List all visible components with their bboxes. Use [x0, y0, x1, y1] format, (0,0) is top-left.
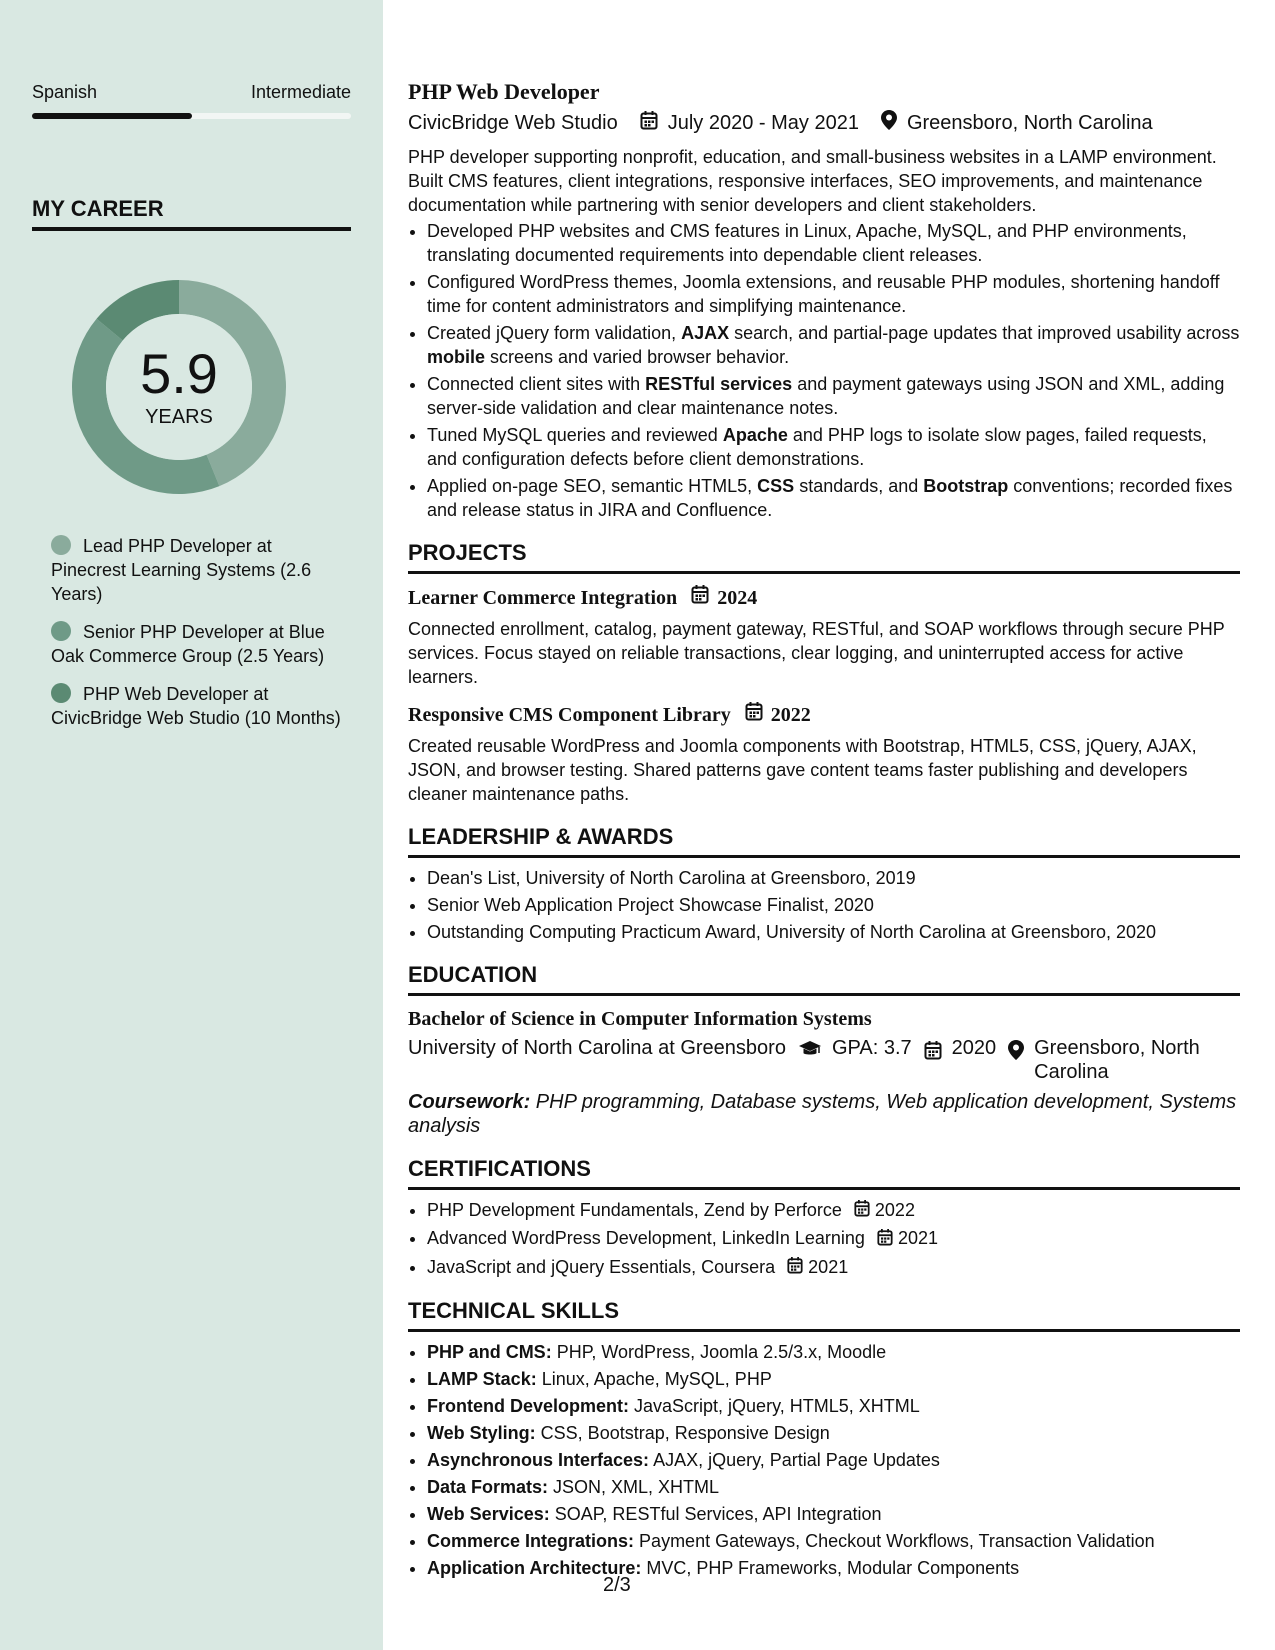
bullet-text: and PHP logs to isolate slow pages, failed requests, and configuration defects before client demonstrations.	[427, 425, 1207, 469]
bullet-text: Developed PHP websites and CMS features in Linux, Apache, MySQL, and PHP environments, translating documented requirements into dependable client releases.	[427, 221, 1187, 265]
career-total-value: 5.9	[140, 341, 218, 405]
skill-value: Linux, Apache, MySQL, PHP	[536, 1368, 772, 1389]
career-item-swatch	[51, 621, 71, 641]
page-number: 2/3	[603, 1574, 631, 1596]
project-year: 2022	[770, 703, 811, 726]
project-description: Connected enrollment, catalog, payment gateway, RESTful, and SOAP workflows through secure PHP services. Focus stayed on reliable transactions, clear logging, and uninterrupted access for active learners.	[408, 619, 1225, 687]
skill-value: SOAP, RESTful Services, API Integration	[549, 1503, 882, 1524]
bullet-text: conventions; recorded fixes and release status in JIRA and Confluence.	[427, 476, 1233, 520]
award-item: • Senior Web Application Project Showcase Finalist, 2020	[427, 893, 1240, 917]
skill-item	[427, 1448, 1240, 1472]
skill-item	[427, 1529, 1240, 1553]
certification-item	[427, 1226, 1240, 1251]
job-bullet	[427, 270, 1240, 318]
language-row	[32, 82, 351, 103]
job-bullets	[408, 219, 1240, 522]
skill-label: PHP and CMS:	[427, 1341, 552, 1362]
coursework-text: PHP programming, Database systems, Web application development, Systems analysis	[408, 1091, 1237, 1137]
certifications-list	[408, 1198, 1240, 1280]
bullet-keyword: CSS	[757, 476, 795, 496]
skill-item	[427, 1502, 1240, 1526]
skill-value: JavaScript, jQuery, HTML5, XHTML	[629, 1395, 920, 1416]
award-item: • Outstanding Computing Practicum Award, University of North Carolina at Greensboro, 2020	[427, 920, 1240, 944]
certification-year: 2021	[897, 1228, 938, 1249]
skill-value: CSS, Bootstrap, Responsive Design	[535, 1422, 830, 1443]
project-title-row	[408, 701, 1240, 728]
skill-item	[427, 1394, 1240, 1418]
career-total	[65, 273, 293, 501]
certification-year: 2021	[808, 1256, 849, 1277]
skill-value: JSON, XML, XHTML	[548, 1476, 720, 1497]
certification-name: JavaScript and jQuery Essentials, Coursera	[427, 1256, 776, 1277]
skill-label: Web Styling:	[427, 1422, 536, 1443]
main-content	[408, 78, 1240, 1583]
bullet-keyword: mobile	[427, 347, 486, 367]
job-meta	[408, 110, 1240, 136]
career-item	[51, 682, 341, 730]
career-item-swatch	[51, 535, 71, 555]
degree-title: Bachelor of Science in Computer Information Systems	[408, 1008, 872, 1030]
skill-item	[427, 1475, 1240, 1499]
job-title: PHP Web Developer	[408, 79, 600, 104]
project-year: 2024	[717, 586, 758, 609]
career-item	[51, 534, 341, 606]
skill-label: Frontend Development:	[427, 1395, 630, 1416]
job-company: CivicBridge Web Studio	[408, 112, 618, 134]
job-bullet	[427, 474, 1240, 522]
skill-label: Application Architecture:	[427, 1557, 642, 1578]
career-list	[51, 534, 341, 744]
calendar-icon	[924, 1040, 942, 1066]
education-heading: EDUCATION	[408, 962, 1240, 996]
award-item: • Dean's List, University of North Carolina at Greensboro, 2019	[427, 866, 1240, 890]
job-bullet	[427, 219, 1240, 267]
certification-item	[427, 1255, 1240, 1280]
bullet-text: Created jQuery form validation,	[427, 323, 682, 343]
career-item	[51, 620, 341, 668]
skills-list	[408, 1340, 1240, 1580]
sidebar	[0, 0, 383, 1650]
coursework	[408, 1090, 1240, 1138]
calendar-icon	[745, 701, 763, 728]
project-title: Responsive CMS Component Library	[408, 703, 731, 726]
calendar-icon	[877, 1228, 893, 1252]
calendar-icon	[854, 1199, 870, 1223]
job-location: Greensboro, North Carolina	[906, 112, 1153, 134]
location-pin-icon	[1008, 1040, 1024, 1066]
skill-item	[427, 1556, 1240, 1580]
calendar-icon	[640, 110, 658, 136]
bullet-text: search, and partial-page updates that improved usability across	[729, 323, 1240, 343]
career-total-unit: YEARS	[145, 405, 213, 428]
skill-label: Commerce Integrations:	[427, 1530, 635, 1551]
skill-item	[427, 1367, 1240, 1391]
coursework-label: Coursework:	[408, 1091, 531, 1113]
bullet-text: Connected client sites with	[427, 374, 646, 394]
project-title-row	[408, 584, 1240, 611]
skill-value: PHP, WordPress, Joomla 2.5/3.x, Moodle	[551, 1341, 887, 1362]
career-heading: MY CAREER	[32, 196, 351, 231]
skill-value: MVC, PHP Frameworks, Modular Components	[641, 1557, 1020, 1578]
skill-label: LAMP Stack:	[427, 1368, 537, 1389]
job-bullet	[427, 321, 1240, 369]
bullet-keyword: RESTful services	[645, 374, 793, 394]
projects-heading: PROJECTS	[408, 540, 1240, 574]
project-description: Created reusable WordPress and Joomla components with Bootstrap, HTML5, CSS, jQuery, AJAX, JSON, and browser testing. Shared patterns gave content teams faster publishing and developers cleaner maintenance paths.	[408, 736, 1197, 804]
bullet-text: Applied on-page SEO, semantic HTML5,	[427, 476, 758, 496]
career-item-text: PHP Web Developer at CivicBridge Web Studio (10 Months)	[51, 684, 341, 728]
skill-value: AJAX, jQuery, Partial Page Updates	[649, 1449, 940, 1470]
career-item-swatch	[51, 683, 71, 703]
bullet-text: screens and varied browser behavior.	[485, 347, 790, 367]
graduation-year: 2020	[951, 1037, 997, 1059]
calendar-icon	[787, 1256, 803, 1280]
language-proficiency-fill	[32, 113, 192, 119]
certification-year: 2022	[874, 1200, 915, 1220]
bullet-text: Tuned MySQL queries and reviewed	[427, 425, 723, 445]
gpa: GPA: 3.7	[831, 1037, 912, 1059]
location-pin-icon	[881, 110, 897, 136]
education-meta	[408, 1036, 1240, 1084]
school-name: University of North Carolina at Greensboro	[408, 1037, 786, 1059]
job-bullet	[427, 372, 1240, 420]
project-title: Learner Commerce Integration	[408, 586, 678, 609]
career-item-text: Senior PHP Developer at Blue Oak Commerce Group (2.5 Years)	[51, 622, 325, 666]
job-bullet	[427, 423, 1240, 471]
bullet-keyword: Bootstrap	[923, 476, 1009, 496]
bullet-text: and payment gateways using JSON and XML, adding server-side validation and clear maintenance notes.	[427, 374, 1225, 418]
skill-item	[427, 1340, 1240, 1364]
skill-label: Data Formats:	[427, 1476, 549, 1497]
job-dates: July 2020 - May 2021	[667, 112, 859, 134]
bullet-keyword: AJAX	[681, 323, 730, 343]
graduation-cap-icon	[798, 1040, 822, 1064]
certifications-heading: CERTIFICATIONS	[408, 1156, 1240, 1190]
bullet-text: Configured WordPress themes, Joomla extensions, and reusable PHP modules, shortening handoff time for content administrators and simplifying maintenance.	[427, 272, 1220, 316]
awards-heading: LEADERSHIP & AWARDS	[408, 824, 1240, 858]
school-location: Greensboro, North Carolina	[1034, 1037, 1200, 1083]
job-description: PHP developer supporting nonprofit, education, and small-business websites in a LAMP environment. Built CMS features, client integrations, responsive interfaces, SEO improvements, and maintenance documentation while partnering with senior developers and client stakeholders.	[408, 147, 1217, 215]
bullet-keyword: Apache	[722, 425, 788, 445]
certification-item	[427, 1198, 1240, 1223]
career-item-text: Lead PHP Developer at Pinecrest Learning Systems (2.6 Years)	[51, 536, 312, 604]
certification-name: PHP Development Fundamentals, Zend by Perforce	[427, 1200, 842, 1220]
language-proficiency-bar	[32, 113, 351, 119]
awards-list	[408, 866, 1240, 944]
language-name: Spanish	[32, 82, 98, 102]
skill-item	[427, 1421, 1240, 1445]
skill-label: Web Services:	[427, 1503, 550, 1524]
certification-name: Advanced WordPress Development, LinkedIn Learning	[427, 1228, 865, 1249]
skill-label: Asynchronous Interfaces:	[427, 1449, 650, 1470]
calendar-icon	[691, 584, 709, 611]
language-level: Intermediate	[250, 82, 351, 102]
bullet-text: standards, and	[794, 476, 924, 496]
skills-heading: TECHNICAL SKILLS	[408, 1298, 1240, 1332]
skill-value: Payment Gateways, Checkout Workflows, Transaction Validation	[634, 1530, 1155, 1551]
